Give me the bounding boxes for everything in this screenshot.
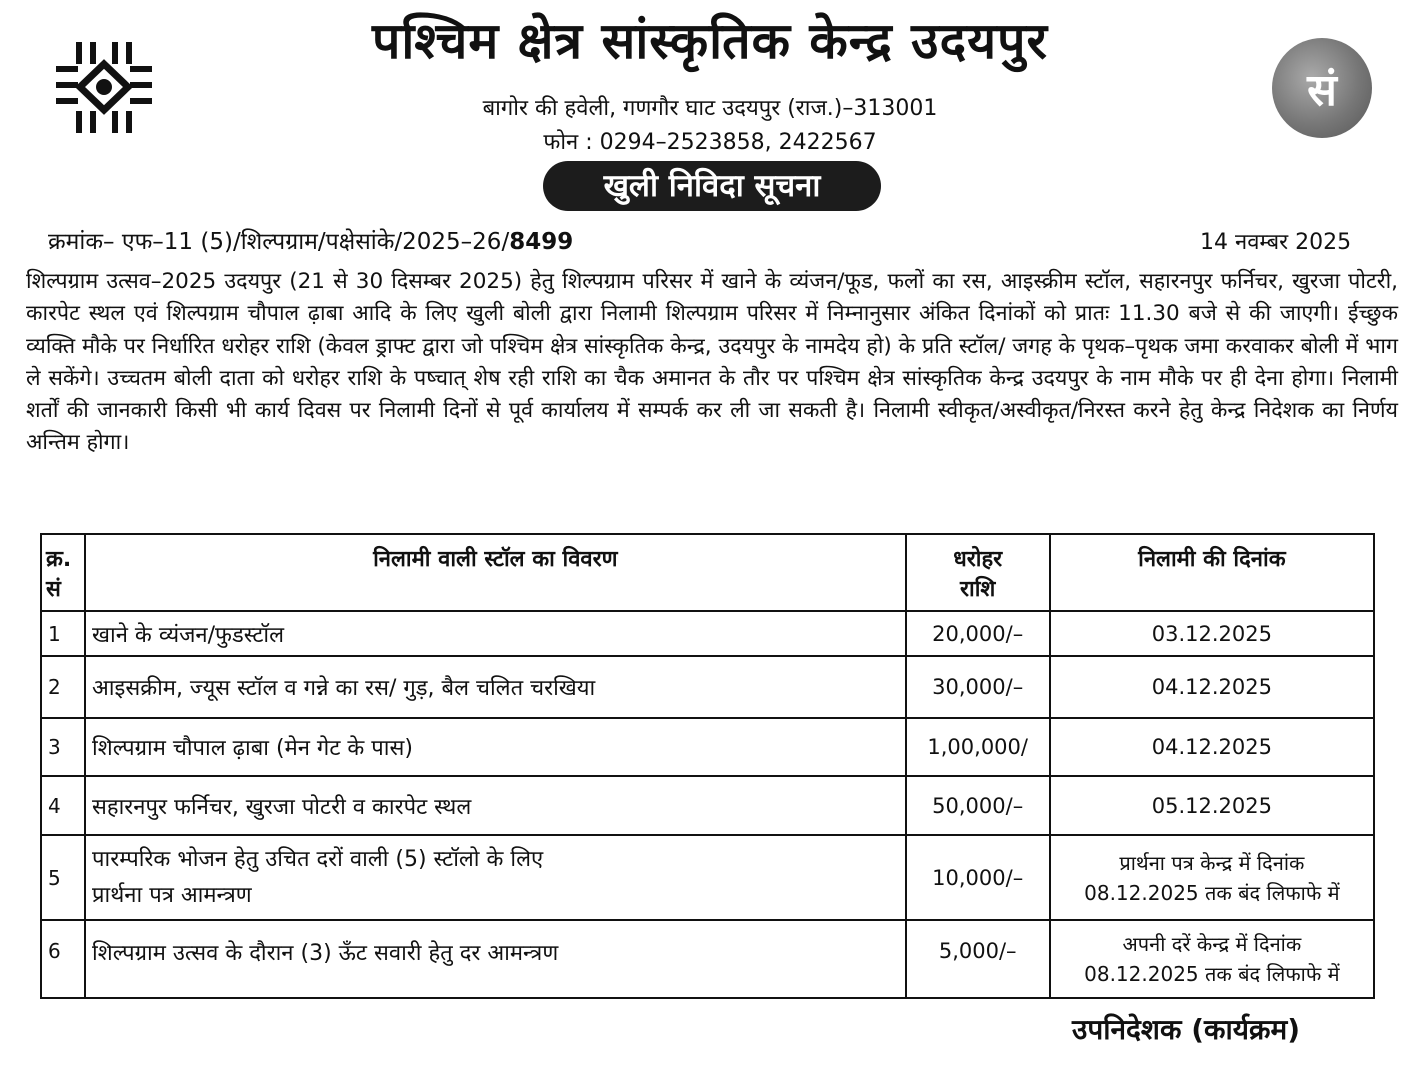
row-amount: 20,000/– <box>906 611 1050 656</box>
row-amount: 30,000/– <box>906 656 1050 718</box>
table-row <box>41 718 1374 776</box>
row-serial: 6 <box>41 920 85 998</box>
row-amount: 5,000/– <box>906 920 1050 998</box>
row-date: 05.12.2025 <box>1050 776 1374 835</box>
table-row <box>41 656 1374 718</box>
row-description: आइसक्रीम, ज्यूस स्टॉल व गन्ने का रस/ गुड़, बैल चलित चरखिया <box>85 656 906 718</box>
table-row <box>41 776 1374 835</box>
row-description: सहारनपुर फर्निचर, खुरजा पोटरी व कारपेट स्थल <box>85 776 906 835</box>
row-serial: 5 <box>41 835 85 920</box>
row-description: शिल्पग्राम उत्सव के दौरान (3) ऊँट सवारी हेतु दर आमन्त्रण <box>85 920 906 998</box>
table-row <box>41 835 1374 920</box>
row-date: 04.12.2025 <box>1050 656 1374 718</box>
row-amount: 10,000/– <box>906 835 1050 920</box>
header-deposit-line1: धरोहर <box>953 547 1003 572</box>
seal-logo-text: सं <box>1307 65 1337 116</box>
table-row <box>41 920 1374 998</box>
reference-number <box>48 224 573 256</box>
row-serial: 2 <box>41 656 85 718</box>
row-date-line1: अपनी दरें केन्द्र में दिनांक <box>1122 932 1302 956</box>
row-description: शिल्पग्राम चौपाल ढ़ाबा (मेन गेट के पास) <box>85 718 906 776</box>
row-date: 04.12.2025 <box>1050 718 1374 776</box>
header-serial-line2: सं <box>46 577 61 602</box>
header-serial-line1: क्र. <box>46 547 72 572</box>
row-date <box>1050 835 1374 920</box>
header-deposit-line2: राशि <box>960 577 996 602</box>
notice-body: शिल्पग्राम उत्सव–2025 उदयपुर (21 से 30 दिसम्बर 2025) हेतु शिल्पग्राम परिसर में खाने के व्यंजन/फूड, फलों का रस, आइस्क्रीम स्टॉल, सहारनपुर फर्निचर, खुरजा पोटरी, कारपेट स्थल एवं शिल्पग्राम चौपाल ढ़ाबा आदि के लिए खुली बोली द्वारा निलामी शिल्पग्राम परिसर में निम्नानुसार अंकित दिनांकों को प्रातः 11.30 बजे से की जाएगी। ईच्छुक व्यक्ति मौके पर निर्धारित धरोहर राशि (केवल ड्राफ्ट द्वारा जो पश्चिम क्षेत्र सांस्कृतिक केन्द्र, उदयपुर के नामदेय हो) के प्रति स्टॉल/ जगह के पृथक–पृथक जमा करवाकर बोली में भाग ले सकेंगे। उच्चतम बोली दाता को धरोहर राशि के पष्चात् शेष रही राशि का चैक अमानत के तौर पर पश्चिम क्षेत्र सांस्कृतिक केन्द्र उदयपुर के नाम मौके पर ही देना होगा। निलामी शर्तों की जानकारी किसी भी कार्य दिवस पर निलामी दिनों से पूर्व कार्यालय में सम्पर्क कर ली जा सकती है। निलामी स्वीकृत/अस्वीकृत/निरस्त करने हेतु केन्द्र निदेशक का निर्णय अन्तिम होगा। <box>26 269 1399 456</box>
row-description: खाने के व्यंजन/फुडस्टॉल <box>85 611 906 656</box>
reference-prefix: क्रमांक– एफ–11 (5)/शिल्पग्राम/पक्षेसांके/2025–26/ <box>48 229 510 255</box>
table-row <box>41 611 1374 656</box>
row-date <box>1050 920 1374 998</box>
row-date-line2: 08.12.2025 तक बंद लिफाफे में <box>1084 880 1340 905</box>
signature-designation: उपनिदेशक (कार्यक्रम) <box>1072 1013 1301 1046</box>
organization-address: बागोर की हवेली, गणगौर घाट उदयपुर (राज.)–313001 <box>482 96 938 121</box>
organization-title: पश्चिम क्षेत्र सांस्कृतिक केन्द्र उदयपुर <box>372 12 1048 70</box>
auction-table <box>40 533 1375 999</box>
seal-logo-icon <box>1272 38 1372 138</box>
row-date-line2: 08.12.2025 तक बंद लिफाफे में <box>1084 962 1340 986</box>
row-serial: 3 <box>41 718 85 776</box>
row-serial: 1 <box>41 611 85 656</box>
reference-serial: 8499 <box>509 229 574 255</box>
row-description-line2: प्रार्थना पत्र आमन्त्रण <box>92 882 252 908</box>
header-date: निलामी की दिनांक <box>1050 534 1374 611</box>
notice-date: 14 नवम्बर 2025 <box>1200 230 1352 255</box>
row-date: 03.12.2025 <box>1050 611 1374 656</box>
row-amount: 50,000/– <box>906 776 1050 835</box>
notice-title: खुली निविदा सूचना <box>543 161 881 211</box>
header-deposit <box>906 534 1050 611</box>
organization-phone: फोन : 0294–2523858, 2422567 <box>543 130 877 155</box>
row-description-line1: पारम्परिक भोजन हेतु उचित दरों वाली (5) स्टॉलो के लिए <box>92 846 544 872</box>
row-amount: 1,00,000/ <box>906 718 1050 776</box>
row-description <box>85 835 906 920</box>
row-serial: 4 <box>41 776 85 835</box>
header-serial <box>41 534 85 611</box>
organization-logo-icon <box>54 40 154 135</box>
header-description: निलामी वाली स्टॉल का विवरण <box>85 534 906 611</box>
table-header-row <box>41 534 1374 611</box>
row-date-line1: प्रार्थना पत्र केन्द्र में दिनांक <box>1119 850 1305 875</box>
